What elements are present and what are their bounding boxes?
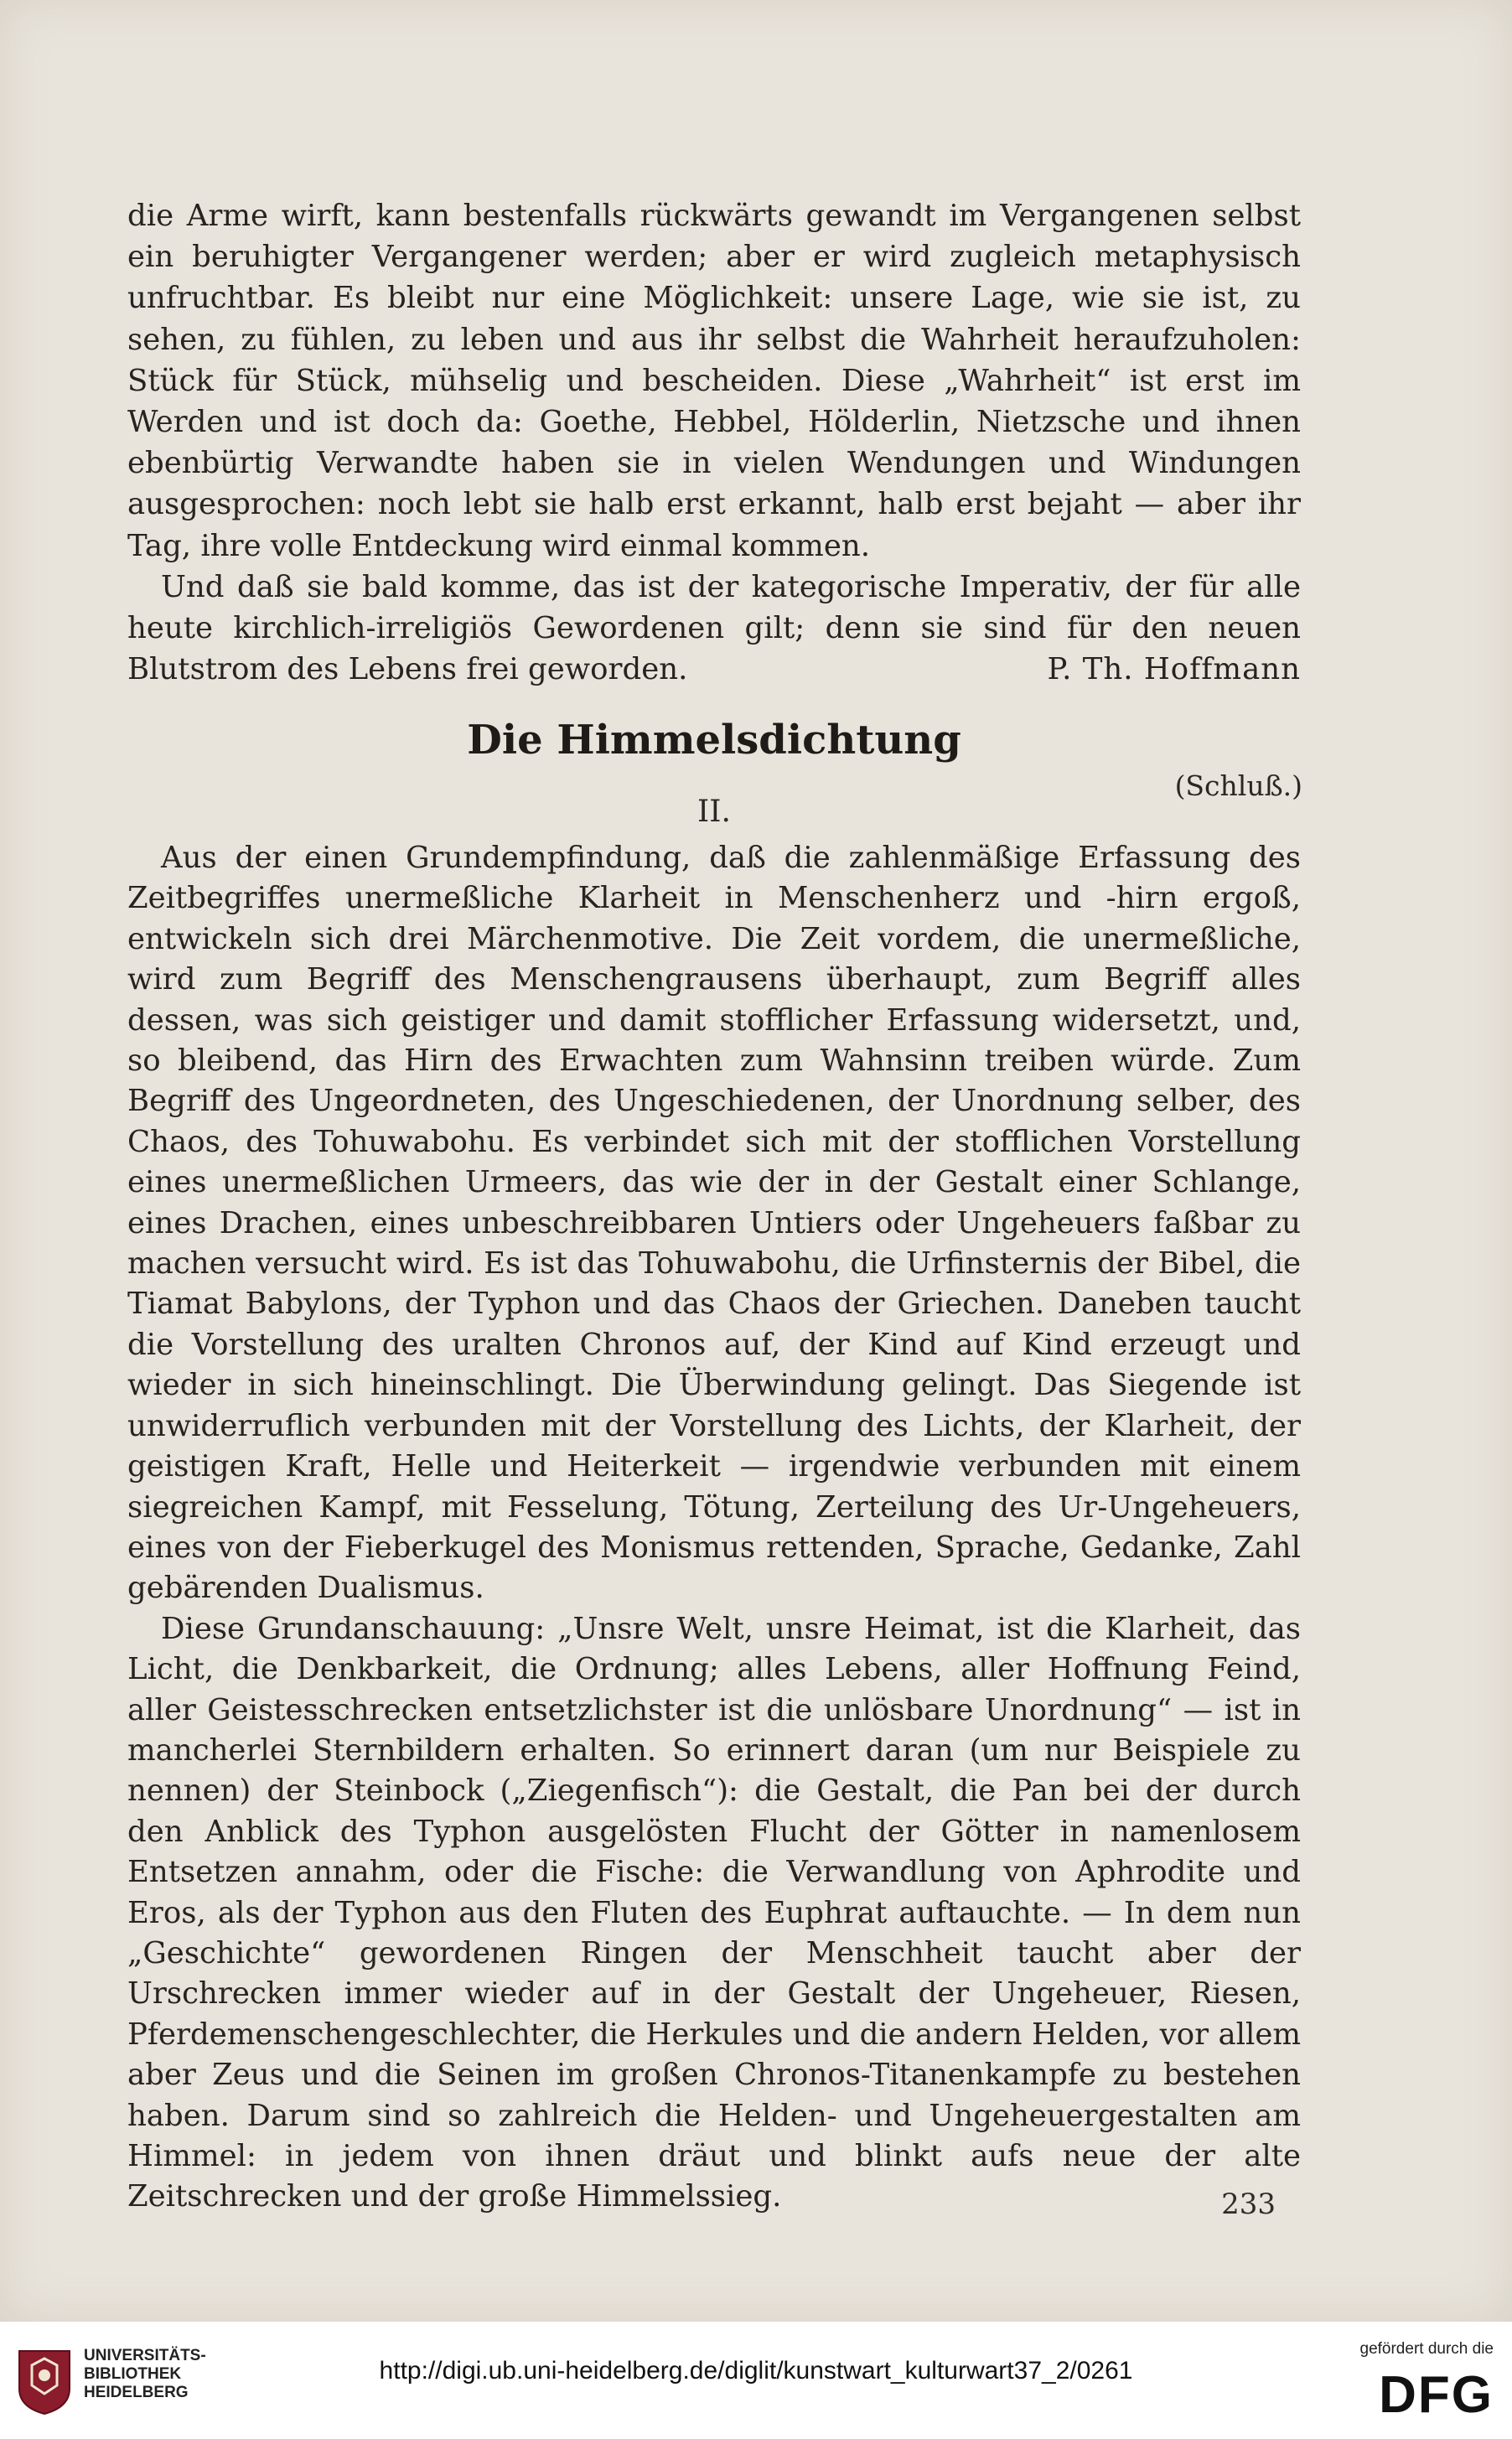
article-paragraph: Aus der einen Grundempfindung, daß die zahlenmäßige Erfassung des Zeitbegriffes unermeßliche Klarheit in Menschenherz und -hirn ergoß, entwickeln sich drei Märchenmotive. Die Zeit vordem, die unermeßliche, wird zum Begriff des Menschengrausens überhaupt, zum Begriff alles dessen, was sich geistiger und damit stofflicher Erfassung widersetzt, und, so bleibend, das Hirn des Erwachten zum Wahnsinn treiben würde. Zum Begriff des Ungeordneten, des Ungeschiedenen, der Unordnung selber, des Chaos, des Tohuwabohu. Es verbindet sich mit der stofflichen Vorstellung eines unermeßlichen Urmeers, das wie der in der Gestalt einer Schlange, eines Drachen, eines unbeschreibbaren Untiers oder Ungeheuers faßbar zu machen versucht wird. Es ist das Tohuwabohu, die Urfinsternis der Bibel, die Tiamat Babylons, der Typhon und das Chaos der Griechen. Daneben taucht die Vorstellung des uralten Chronos auf, der Kind auf Kind erzeugt und wieder in sich hineinschlingt. Die Überwindung gelingt. Das Siegende ist unwiderruflich verbunden mit der Vorstellung des Lichts, der Klarheit, der geistigen Kraft, Helle und Heiterkeit — irgendwie verbunden mit einem siegreichen Kampf, mit Fesselung, Tötung, Zerteilung des Ur-Ungeheuers, eines von der Fieberkugel des Monismus rettenden, Sprache, Gedanke, Zahl gebärenden Dualismus. [127,841,1301,1606]
continued-essay [127,195,1301,690]
section-number: II. [697,795,731,829]
author-signature: P. Th. Hoffmann [1047,652,1301,687]
essay-paragraph: die Arme wirft, kann bestenfalls rückwärts gewandt im Vergangenen selbst ein beruhigter Vergangener werden; aber er wird zugleich metaphysisch unfruchtbar. Es bleibt nur eine Möglichkeit: unsere Lage, wie sie ist, zu sehen, zu fühlen, zu leben und aus ihr selbst die Wahrheit heraufzuholen: Stück für Stück, mühselig und bescheiden. Diese „Wahrheit“ ist erst im Werden und ist doch da: Goethe, Hebbel, Hölderlin, Nietzsche und ihnen ebenbürtig Verwandte haben sie in vielen Wendungen und Windungen ausgesprochen: noch lebt sie halb erst erkannt, halb erst bejaht — aber ihr Tag, ihre volle Entdeckung wird einmal kommen. [127,199,1301,563]
article-paragraph: Diese Grundanschauung: „Unsre Welt, unsre Heimat, ist die Klarheit, das Licht, die Denkbarkeit, die Ordnung; alles Lebens, aller Hoffnung Feind, aller Geistesschrecken entsetzlichster ist die unlösbare Unordnung“ — ist in mancherlei Sternbildern erhalten. So erinnert daran (um nur Beispiele zu nennen) der Steinbock („Ziegenfisch“): die Gestalt, die Pan bei der durch den Anblick des Typhon ausgelösten Flucht der Götter in namenlosem Entsetzen annahm, oder die Fische: die Verwandlung von Aphrodite und Eros, als der Typhon aus den Fluten des Euphrat auftauchte. — In dem nun „Geschichte“ gewordenen Ringen der Menschheit taucht aber der Urschrecken immer wieder auf in der Gestalt der Ungeheuer, Riesen, Pferdemenschengeschlechter, die Herkules und die andern Helden, vor allem aber Zeus und die Seinen im großen Chronos-Titanenkampfe zu bestehen haben. Darum sind so zahlreich die Helden- und Ungeheuergestalten am Himmel: in jedem von ihnen dräut und blinkt aufs neue der alte Zeitschrecken und der große Himmelssieg. [127,1611,1301,2214]
source-url-link[interactable]: http://digi.ub.uni-heidelberg.de/diglit/kunstwart_kulturwart37_2/0261 [379,2357,1133,2385]
section-note: (Schluß.) [1174,769,1302,802]
section-title: Die Himmelsdichtung [467,717,961,764]
dfg-logo: DFG [1379,2366,1494,2424]
funding-label: gefördert durch die [1359,2340,1494,2358]
university-library-name: UNIVERSITÄTS- BIBLIOTHEK HEIDELBERG [84,2347,206,2401]
page-number: 233 [1221,2188,1276,2221]
essay-closing-text: Und daß sie bald komme, das ist der kategorische Imperativ, der für alle heute kirchlich-irreligiös Gewordenen gilt; denn sie sind für den neuen Blutstrom des Lebens frei geworden. [127,569,1301,687]
digitization-footer [0,2322,1512,2439]
article-body [127,838,1301,2218]
essay-closing-paragraph [127,567,1301,691]
